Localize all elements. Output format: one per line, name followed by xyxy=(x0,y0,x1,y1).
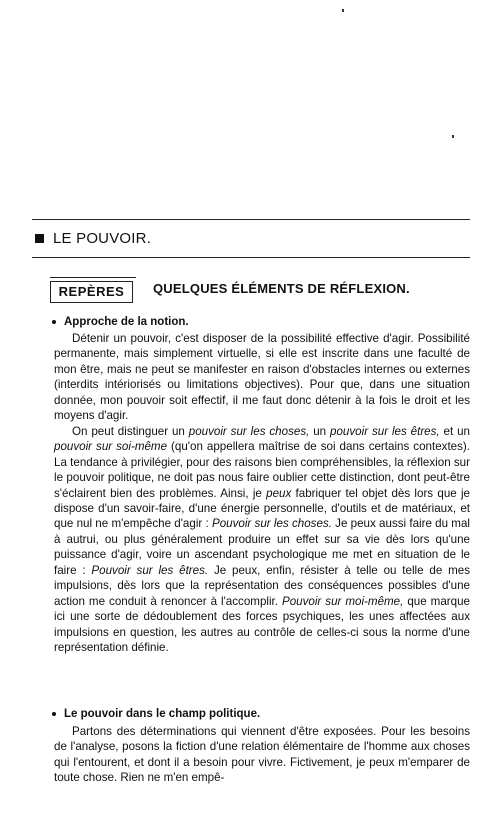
politique-body xyxy=(54,724,470,786)
notion-paragraph-2: On peut distinguer un pouvoir sur les choses, un pouvoir sur les êtres, et un pouvoir sur soi-même (qu'on appellera maîtrise de soi dans certains contextes). La tendance à privilégier, pour des raisons bien compréhensibles, la réflexion sur le pouvoir politique, ne doit pas nous faire oublier cette distinction, dont peut-être s'éclairent bien des problèmes. Ainsi, je peux fabriquer tel objet dès lors que je dispose d'un savoir-faire, d'une énergie personnelle, d'outils et de matériaux, et que nul ne m'empêche d'agir : Pouvoir sur les choses. Je peux aussi faire du mal à autrui, ou plus généralement produire un effet sur sa vie dès lors qu'une puissance d'agir, voire un ascendant psychologique me met en situation de le faire : Pouvoir sur les êtres. Je peux, enfin, résister à telle ou telle de mes impulsions, dès lors que la représentation des conséquences possibles d'une action me conduit à renoncer à l'accomplir. Pouvoir sur moi-même, que marque ici une sorte de dédoublement des forces psychiques, les unes affectées aux impulsions en question, les autres au contrôle de celles-ci sous la norme d'une représentation définie. xyxy=(54,424,471,655)
notion-heading-text: Approche de la notion. xyxy=(64,316,189,328)
notion-body xyxy=(54,331,470,656)
politique-paragraph-1: Partons des déterminations qui viennent d'être exposées. Pour les besoins de l'analyse, posons la fiction d'une relation élémentaire de l'homme aux choses qui l'entourent, et dont il a besoin pour vivre. Fictivement, je peux m'emparer de toute chose. Rien ne m'en empê- xyxy=(54,725,470,785)
section-heading xyxy=(35,230,151,247)
reperes-label-box xyxy=(50,281,133,303)
notion-heading xyxy=(52,316,189,328)
reperes-title: QUELQUES ÉLÉMENTS DE RÉFLEXION. xyxy=(153,281,410,296)
politique-heading xyxy=(52,708,260,720)
section-rule-top xyxy=(32,219,470,220)
bullet-icon xyxy=(52,320,56,324)
scan-speck xyxy=(452,135,454,138)
scan-speck xyxy=(342,9,344,12)
reperes-label: REPÈRES xyxy=(58,284,125,299)
square-bullet-icon xyxy=(35,234,44,243)
section-rule-bottom xyxy=(32,257,470,258)
notion-paragraph-1: Détenir un pouvoir, c'est disposer de la possibilité effective d'agir. Possibilité permanente, mais simplement virtuelle, si elle est inscrite dans une faculté de mon être, mais ne peut se manifester en raison d'obstacles internes ou externes (interdits intériorisés ou limitations objectives). Pour que, dans une situation donnée, mon pouvoir soit effectif, il me faut donc détenir à la fois le droit et les moyens d'agir. xyxy=(54,332,470,423)
section-title: LE POUVOIR. xyxy=(53,230,152,247)
politique-heading-text: Le pouvoir dans le champ politique. xyxy=(64,708,261,720)
reperes-top-rule xyxy=(50,277,136,278)
bullet-icon xyxy=(52,712,56,716)
